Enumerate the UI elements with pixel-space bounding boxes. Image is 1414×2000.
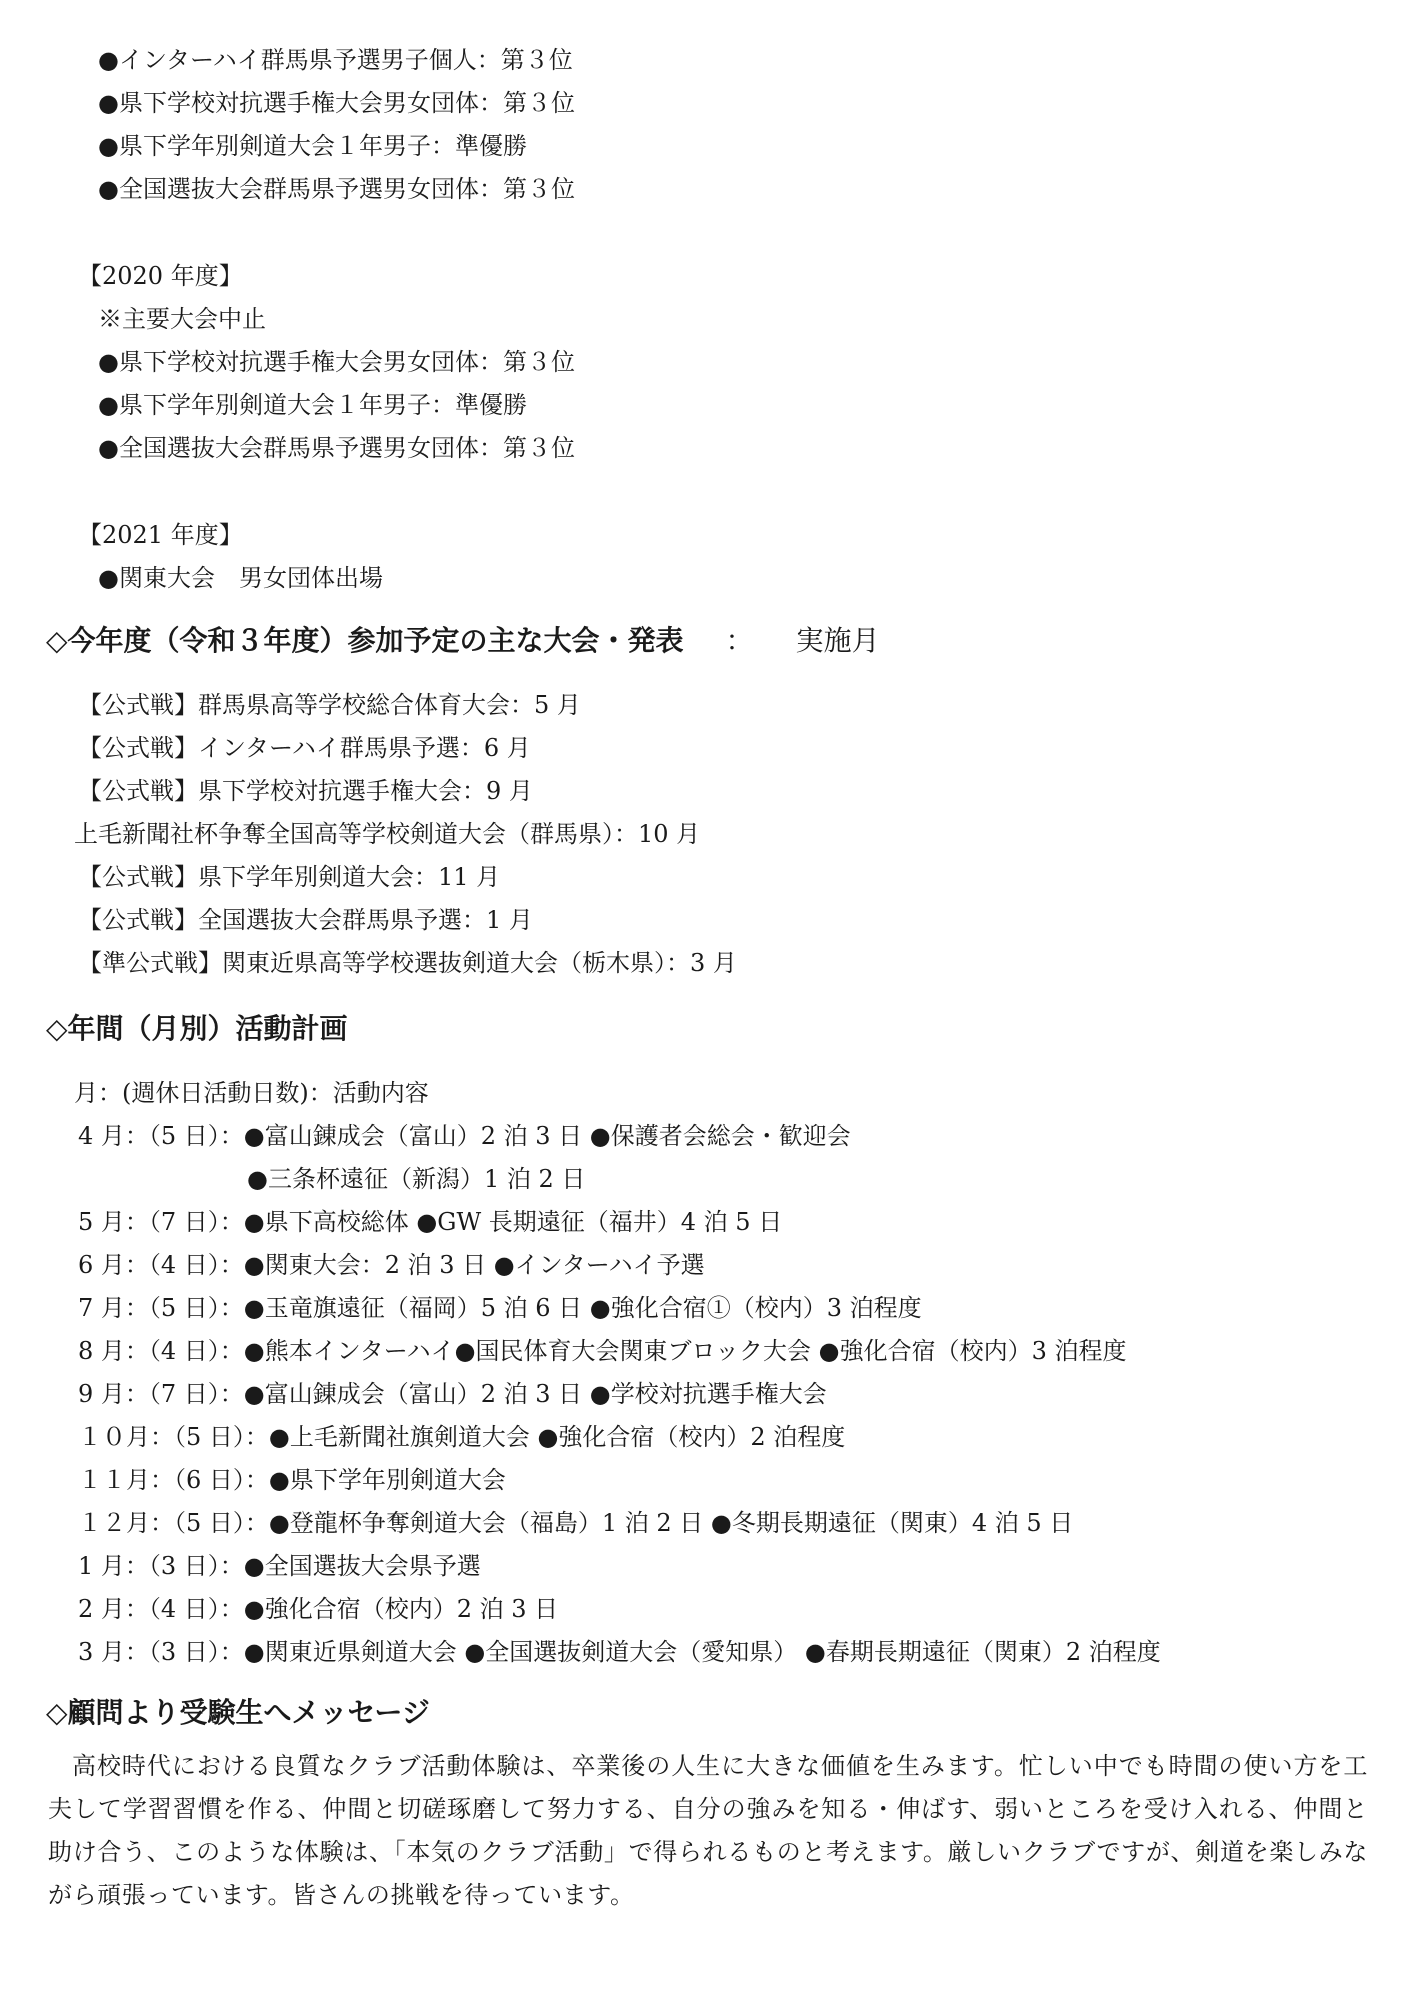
year-2021-item: ●関東大会 男女団体出場 [98,564,383,592]
tournament-item: 【公式戦】全国選抜大会群馬県予選：1 月 [78,906,533,934]
year-2021-label: 【2021 年度】 [78,521,243,549]
plan-row: 9 月：（7 日）：●富山錬成会（富山）2 泊 3 日 ●学校対抗選手権大会 [78,1380,827,1408]
year-2020-item: ※主要大会中止 [98,305,266,333]
tournament-item: 上毛新聞社杯争奪全国高等学校剣道大会（群馬県）：10 月 [74,820,701,848]
result-item: ●インターハイ群馬県予選男子個人：第３位 [98,46,573,74]
plan-row: １０月：（5 日）：●上毛新聞社旗剣道大会 ●強化合宿（校内）2 泊程度 [78,1423,846,1451]
annual-plan-heading: ◇年間（月別）活動計画 [46,1012,348,1045]
tournaments-heading-text: ◇今年度（令和３年度）参加予定の主な大会・発表 [46,624,684,657]
year-2020-item: ●県下学年別剣道大会１年男子：準優勝 [98,391,527,419]
plan-row: 2 月：（4 日）：●強化合宿（校内）2 泊 3 日 [78,1595,559,1623]
result-item: ●県下学校対抗選手権大会男女団体：第３位 [98,89,575,117]
plan-row: 8 月：（4 日）：●熊本インターハイ●国民体育大会関東ブロック大会 ●強化合宿（校内）3 泊程度 [78,1337,1127,1365]
tournament-item: 【公式戦】群馬県高等学校総合体育大会：5 月 [78,691,581,719]
message-body: 高校時代における良質なクラブ活動体験は、卒業後の人生に大きな価値を生みます。忙しい中でも時間の使い方を工夫して学習習慣を作る、仲間と切磋琢磨して努力する、自分の強みを知る・伸ばす、弱いところを受け入れる、仲間と助け合う、このような体験は、「本気のクラブ活動」で得られるものと考えます。厳しいクラブですが、剣道を楽しみながら頑張っています。皆さんの挑戦を待っています。 [48,1752,1368,1909]
annual-plan-header: 月：(週休日活動日数)：活動内容 [74,1079,429,1107]
plan-row: １２月：（5 日）：●登龍杯争奪剣道大会（福島）1 泊 2 日 ●冬期長期遠征（関東）4 泊 5 日 [78,1509,1074,1537]
plan-row: ●三条杯遠征（新潟）1 泊 2 日 [247,1165,586,1193]
plan-row: 4 月：（5 日）：●富山錬成会（富山）2 泊 3 日 ●保護者会総会・歓迎会 [78,1122,851,1150]
year-2020-label: 【2020 年度】 [78,262,243,290]
tournament-item: 【公式戦】県下学年別剣道大会：11 月 [78,863,501,891]
plan-row: 6 月：（4 日）：●関東大会：2 泊 3 日 ●インターハイ予選 [78,1251,705,1279]
plan-row: １１月：（6 日）：●県下学年別剣道大会 [78,1466,506,1494]
year-2020-item: ●県下学校対抗選手権大会男女団体：第３位 [98,348,575,376]
plan-row: 3 月：（3 日）：●関東近県剣道大会 ●全国選抜剣道大会（愛知県） ●春期長期遠征（関東）2 泊程度 [78,1638,1161,1666]
plan-row: 5 月：（7 日）：●県下高校総体 ●GW 長期遠征（福井）4 泊 5 日 [78,1208,783,1236]
tournament-item: 【公式戦】インターハイ群馬県予選：6 月 [78,734,531,762]
plan-row: 1 月：（3 日）：●全国選抜大会県予選 [78,1552,481,1580]
message-heading: ◇顧問より受験生へメッセージ [46,1696,430,1729]
plan-row: 7 月：（5 日）：●玉竜旗遠征（福岡）5 泊 6 日 ●強化合宿①（校内）3 泊程度 [78,1294,922,1322]
tournament-item: 【準公式戦】関東近県高等学校選抜剣道大会（栃木県）：3 月 [78,949,737,977]
result-item: ●全国選抜大会群馬県予選男女団体：第３位 [98,175,575,203]
tournaments-heading-separator: ： [725,624,754,657]
tournaments-heading-month-label: 実施月 [795,624,880,657]
year-2020-item: ●全国選抜大会群馬県予選男女団体：第３位 [98,434,575,462]
tournament-item: 【公式戦】県下学校対抗選手権大会：9 月 [78,777,533,805]
tournaments-heading [46,624,880,658]
result-item: ●県下学年別剣道大会１年男子：準優勝 [98,132,527,160]
